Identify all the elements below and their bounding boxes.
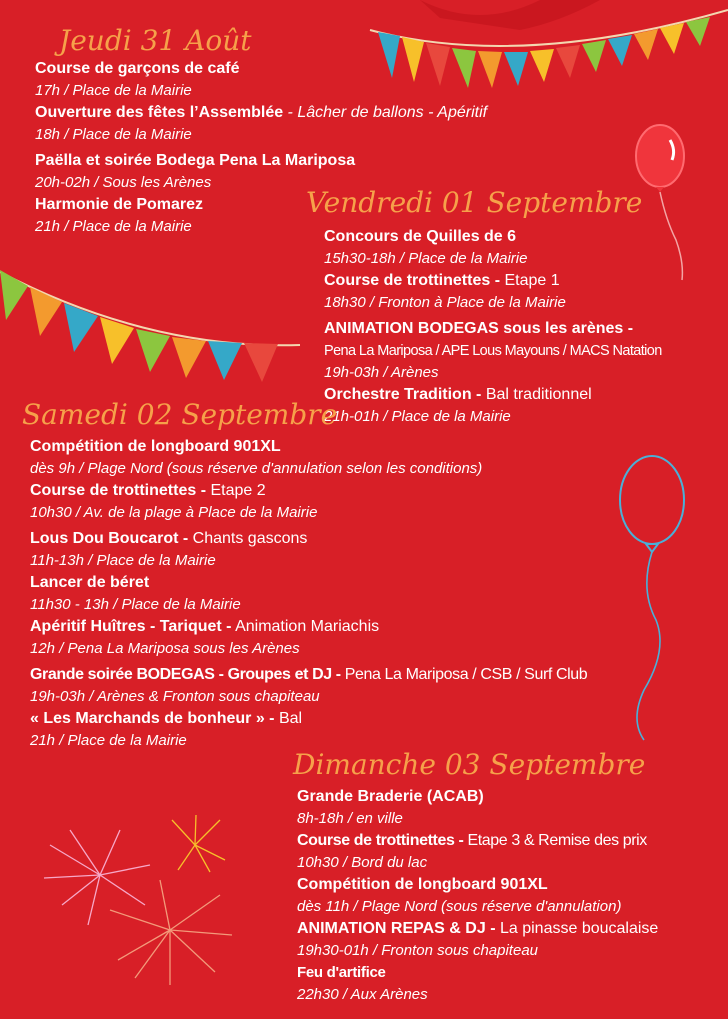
event-title bbox=[297, 918, 658, 940]
event-item bbox=[35, 102, 487, 146]
event-details: 18h30 / Fronton à Place de la Mairie bbox=[324, 294, 566, 311]
event-item bbox=[297, 918, 658, 962]
event-title: Compétition de longboard 901XL bbox=[30, 438, 281, 455]
event-title bbox=[297, 830, 658, 852]
event-item bbox=[30, 480, 587, 524]
event-details: 10h30 / Av. de la plage à Place de la Mairie bbox=[30, 504, 318, 521]
outline-balloon bbox=[620, 456, 684, 740]
event-item bbox=[324, 226, 662, 270]
day-title: Samedi 02 Septembre bbox=[22, 398, 338, 431]
bunting-left bbox=[0, 270, 300, 382]
event-title: Lancer de béret bbox=[30, 574, 150, 591]
event-details: dès 11h / Plage Nord (sous réserve d'annulation) bbox=[297, 898, 622, 915]
event-title-main: Course de trottinettes - bbox=[297, 832, 464, 849]
event-details: 17h / Place de la Mairie bbox=[35, 82, 192, 99]
event-title-main: Course de trottinettes - bbox=[30, 482, 207, 499]
event-details: 11h30 - 13h / Place de la Mairie bbox=[30, 596, 241, 613]
event-subtitle: Etape 1 bbox=[500, 272, 560, 289]
event-subtitle: - Lâcher de ballons - Apéritif bbox=[283, 104, 488, 121]
event-details: 12h / Pena La Mariposa sous les Arènes bbox=[30, 640, 300, 657]
day-dimanche bbox=[293, 748, 659, 1006]
event-details: 19h-03h / Arènes bbox=[324, 364, 439, 381]
event-item bbox=[30, 616, 587, 660]
event-title: Compétition de longboard 901XL bbox=[297, 876, 548, 893]
event-item bbox=[35, 58, 487, 102]
event-item bbox=[324, 318, 662, 384]
event-item bbox=[324, 270, 662, 314]
event-title-main: Apéritif Huîtres - Tariquet - bbox=[30, 618, 232, 635]
event-title bbox=[30, 480, 587, 502]
event-subtitle: Bal bbox=[274, 710, 303, 727]
event-item bbox=[297, 830, 658, 874]
day-title: Dimanche 03 Septembre bbox=[293, 748, 646, 781]
event-details: 18h / Place de la Mairie bbox=[35, 126, 192, 143]
event-extra: Pena La Mariposa / APE Lous Mayouns / MACS Natation bbox=[324, 343, 662, 359]
event-title-main: Orchestre Tradition - bbox=[324, 386, 482, 403]
event-subtitle: Animation Mariachis bbox=[231, 618, 380, 635]
event-subtitle: Chants gascons bbox=[188, 530, 308, 547]
event-details: 19h-03h / Arènes & Fronton sous chapiteau bbox=[30, 688, 320, 705]
event-details: 15h30-18h / Place de la Mairie bbox=[324, 250, 528, 267]
event-title: ANIMATION BODEGAS sous les arènes - bbox=[324, 320, 634, 337]
event-title: Course de garçons de café bbox=[35, 60, 240, 77]
day-title: Vendredi 01 Septembre bbox=[306, 186, 643, 219]
event-subtitle: Pena La Mariposa / CSB / Surf Club bbox=[340, 666, 588, 683]
event-item bbox=[30, 572, 587, 616]
event-subtitle: Bal traditionnel bbox=[481, 386, 592, 403]
event-title-main: Course de trottinettes - bbox=[324, 272, 501, 289]
event-title bbox=[30, 708, 587, 730]
event-title bbox=[324, 270, 662, 292]
event-details: dès 9h / Plage Nord (sous réserve d'annulation selon les conditions) bbox=[30, 460, 483, 477]
event-item bbox=[30, 708, 587, 752]
day-title: Jeudi 31 Août bbox=[59, 24, 252, 57]
event-details: 21h-01h / Place de la Mairie bbox=[324, 408, 511, 425]
event-title-main: ANIMATION REPAS & DJ - bbox=[297, 920, 496, 937]
event-subtitle: Etape 3 & Remise des prix bbox=[463, 832, 647, 849]
day-samedi bbox=[22, 398, 588, 752]
event-item bbox=[297, 874, 658, 918]
event-details: 21h / Place de la Mairie bbox=[30, 732, 187, 749]
event-details: 21h / Place de la Mairie bbox=[35, 218, 192, 235]
event-details: 11h-13h / Place de la Mairie bbox=[30, 552, 216, 569]
event-title-main: Ouverture des fêtes l’Assemblée bbox=[35, 104, 284, 121]
event-title bbox=[30, 528, 587, 550]
event-title: Harmonie de Pomarez bbox=[35, 196, 204, 213]
event-item bbox=[30, 664, 587, 708]
event-item bbox=[297, 786, 658, 830]
event-title: Feu d'artifice bbox=[297, 964, 386, 981]
event-title bbox=[35, 102, 487, 124]
event-details: 19h30-01h / Fronton sous chapiteau bbox=[297, 942, 539, 959]
event-title: Grande Braderie (ACAB) bbox=[297, 788, 484, 805]
event-title-main: Lous Dou Boucarot - bbox=[30, 530, 189, 547]
event-title bbox=[30, 664, 587, 686]
event-title-main: Grande soirée BODEGAS - Groupes et DJ - bbox=[30, 666, 341, 683]
event-title: Paëlla et soirée Bodega Pena La Mariposa bbox=[35, 152, 356, 169]
day-vendredi bbox=[306, 186, 662, 428]
event-item bbox=[30, 528, 587, 572]
event-subtitle: La pinasse boucalaise bbox=[495, 920, 659, 937]
event-item bbox=[30, 436, 587, 480]
event-subtitle: Etape 2 bbox=[206, 482, 266, 499]
event-item bbox=[297, 962, 658, 1006]
event-title-main: « Les Marchands de bonheur » - bbox=[30, 710, 275, 727]
event-title bbox=[30, 616, 587, 638]
event-details: 10h30 / Bord du lac bbox=[297, 854, 428, 871]
fireworks bbox=[44, 815, 232, 985]
event-details: 20h-02h / Sous les Arènes bbox=[35, 174, 212, 191]
event-details: 22h30 / Aux Arènes bbox=[297, 986, 428, 1003]
event-details: 8h-18h / en ville bbox=[297, 810, 403, 827]
event-title: Concours de Quilles de 6 bbox=[324, 228, 517, 245]
